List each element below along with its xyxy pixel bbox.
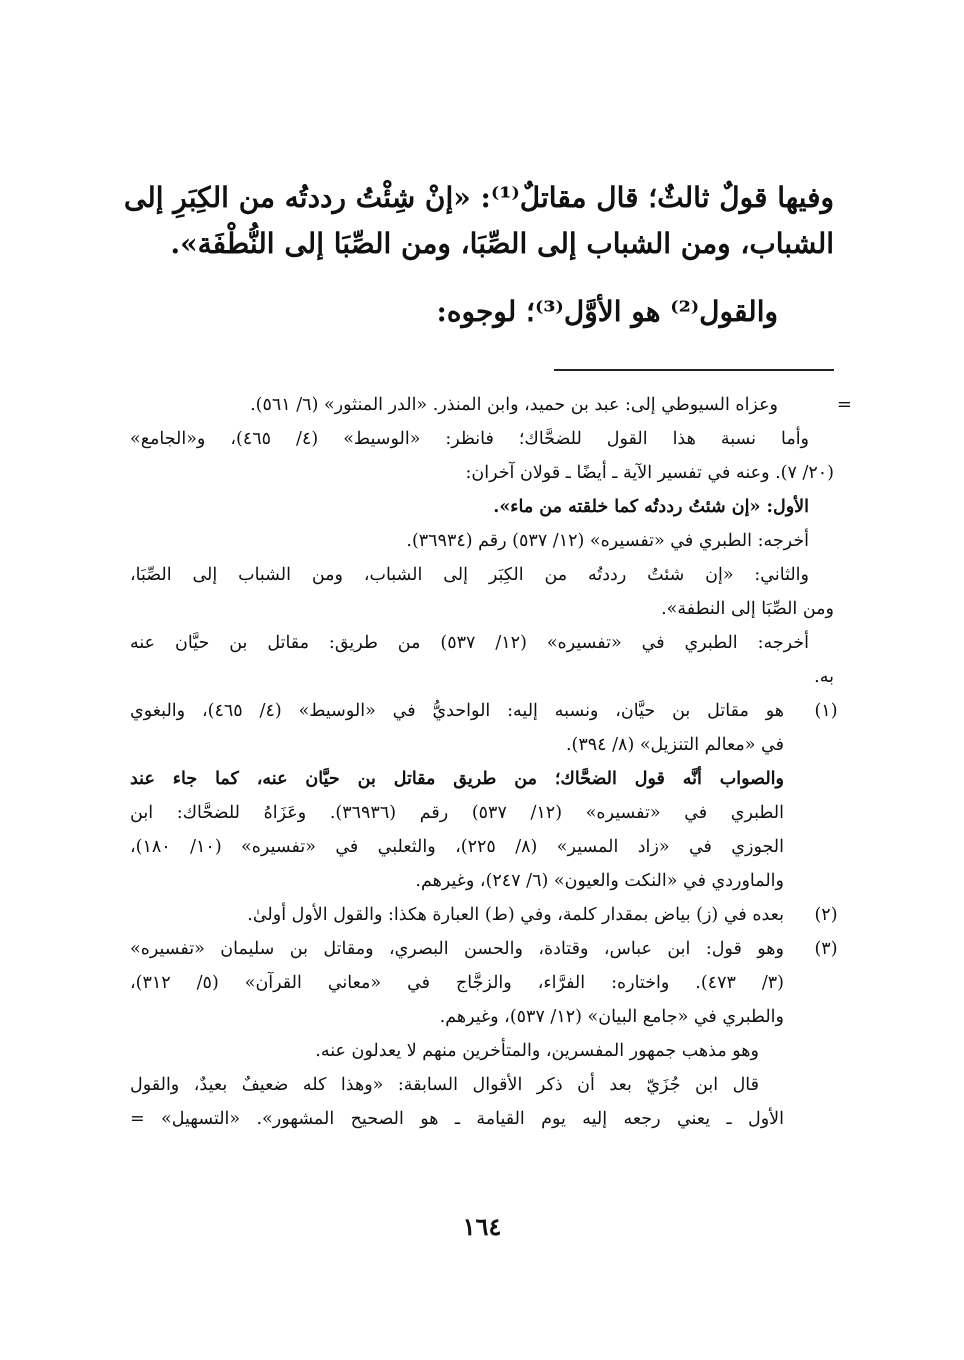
main-text-line-1: وفيها قولٌ ثالثٌ؛ قال مقاتلٌ⁽¹⁾: «إنْ شِئْتُ رددتُه من الكِبَرِ إلى: [123, 181, 834, 214]
footnote-prev-line: الأول: «إن شئتُ رددتُه كما خلقته من ماء».: [493, 497, 809, 517]
footnote-1-line: والماوردي في «النكت والعيون» (٦/ ٢٤٧)، وغيرهم.: [415, 871, 784, 891]
continuation-mark: =: [836, 394, 852, 415]
footnote-1-number: (١): [814, 701, 838, 721]
footnote-prev-line: (٢٠/ ٧). وعنه في تفسير الآية ـ أيضًا ـ قولان آخران:: [465, 463, 834, 483]
footnote-3-number: (٣): [814, 939, 838, 959]
footnote-prev-line: أخرجه: الطبري في «تفسيره» (١٢/ ٥٣٧) من طريق: مقاتل بن حيَّان عنه: [130, 633, 810, 653]
footnote-2-number: (٢): [814, 905, 838, 925]
footnote-1-line: والصواب أنَّه قول الضحَّاك؛ من طريق مقاتل بن حيَّان عنه، كما جاء عند: [130, 769, 784, 789]
footnote-2-line: بعده في (ز) بياض بمقدار كلمة، وفي (ط) العبارة هكذا: والقول الأول أولىٰ.: [247, 905, 784, 925]
footnote-prev-line: ومن الصِّبَا إلى النطفة».: [661, 599, 834, 619]
footnote-1-line: الطبري في «تفسيره» (١٢/ ٥٣٧) رقم (٣٦٩٣٦). وعَزَاهُ للضحَّاك: ابن: [130, 803, 784, 823]
footnote-separator: [554, 369, 834, 371]
footnote-3-line: قال ابن جُزَيّ بعد أن ذكر الأقوال السابقة: «وهذا كله ضعيفٌ بعيدٌ، والقول: [130, 1075, 759, 1095]
footnote-3-line: الأول ـ يعني رجعه إليه يوم القيامة ـ هو الصحيح المشهور». «التسهيل» =: [130, 1109, 784, 1129]
footnote-3-line: (٣/ ٤٧٣). واختاره: الفرَّاء، والزجَّاج في «معاني القرآن» (٥/ ٣١٢)،: [130, 973, 784, 993]
footnote-prev-line: وعزاه السيوطي إلى: عبد بن حميد، وابن المنذر. «الدر المنثور» (٦/ ٥٦١).: [250, 395, 778, 415]
footnote-prev-line: به.: [814, 667, 834, 687]
footnote-1-line: في «معالم التنزيل» (٨/ ٣٩٤).: [565, 735, 784, 755]
footnote-3-line: والطبري في «جامع البيان» (١٢/ ٥٣٧)، وغيرهم.: [439, 1007, 784, 1027]
footnote-1-line: هو مقاتل بن حيَّان، ونسبه إليه: الواحديُّ في «الوسيط» (٤/ ٤٦٥)، والبغوي: [130, 701, 784, 721]
footnote-3-line: وهو قول: ابن عباس، وقتادة، والحسن البصري، ومقاتل بن سليمان «تفسيره»: [130, 939, 784, 959]
footnote-prev-line: والثاني: «إن شئتُ رددتُه من الكِبَر إلى الشباب، ومن الشباب إلى الصِّبَا،: [130, 565, 809, 585]
footnote-prev-line: أخرجه: الطبري في «تفسيره» (١٢/ ٥٣٧) رقم (٣٦٩٣٤).: [406, 531, 809, 551]
footnote-3-line: وهو مذهب جمهور المفسرين، والمتأخرين منهم لا يعدلون عنه.: [315, 1041, 759, 1061]
footnote-prev-line: وأما نسبة هذا القول للضحَّاك؛ فانظر: «الوسيط» (٤/ ٤٦٥)، و«الجامع»: [130, 429, 810, 449]
main-text-line-2: الشباب، ومن الشباب إلى الصِّبَا، ومن الصِّبَا إلى النُّطْفَة».: [170, 227, 834, 260]
main-text-line-3: والقول⁽²⁾ هو الأوَّل⁽³⁾؛ لوجوه:: [436, 295, 778, 328]
page-number: ١٦٤: [462, 1212, 502, 1241]
footnote-1-line: الجوزي في «زاد المسير» (٨/ ٢٢٥)، والثعلبي في «تفسيره» (١٠/ ١٨٠)،: [130, 837, 784, 857]
